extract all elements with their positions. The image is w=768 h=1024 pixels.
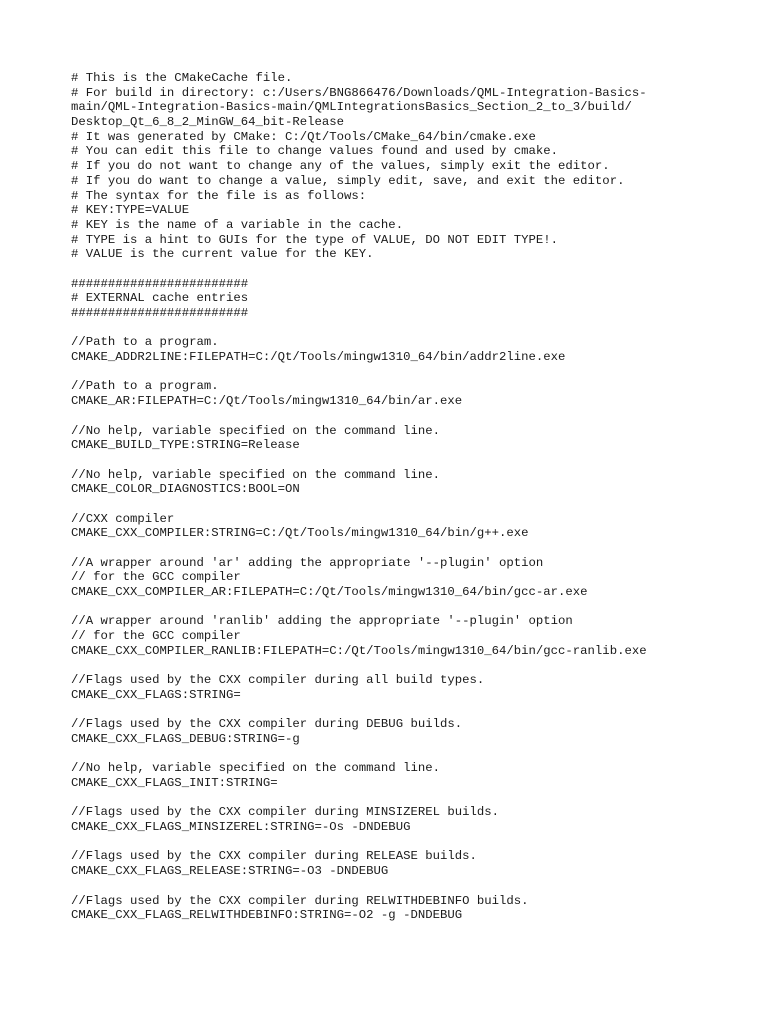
blank-line xyxy=(71,659,751,674)
text-line: //Flags used by the CXX compiler during MINSIZEREL builds. xyxy=(71,805,500,820)
text-line: # This is the CMakeCache file. xyxy=(71,71,293,85)
blank-line xyxy=(71,879,751,894)
text-line: //No help, variable specified on the command line. xyxy=(71,423,440,438)
text-line: //Flags used by the CXX compiler during DEBUG builds. xyxy=(71,717,463,732)
blank-line xyxy=(71,835,751,850)
blank-line xyxy=(71,703,751,718)
text-line: # The syntax for the file is as follows: xyxy=(71,188,367,203)
text-line: //A wrapper around 'ar' adding the appropriate '--plugin' option xyxy=(71,555,544,570)
blank-line xyxy=(71,409,751,424)
text-line: //Path to a program. xyxy=(71,335,219,350)
text-line: # EXTERNAL cache entries xyxy=(71,291,249,306)
text-line: //No help, variable specified on the command line. xyxy=(71,761,440,776)
text-line: # KEY:TYPE=VALUE xyxy=(71,203,190,218)
text-line: CMAKE_CXX_COMPILER_RANLIB:FILEPATH=C:/Qt/Tools/mingw1310_64/bin/gcc-ranlib.exe xyxy=(71,643,647,658)
text-line: CMAKE_CXX_FLAGS_MINSIZEREL:STRING=-Os -DNDEBUG xyxy=(71,820,411,835)
text-line: # KEY is the name of a variable in the cache. xyxy=(71,217,404,232)
text-line: //Flags used by the CXX compiler during RELEASE builds. xyxy=(71,849,477,864)
text-line: # If you do not want to change any of the values, simply exit the editor. xyxy=(71,159,610,174)
text-line: Desktop_Qt_6_8_2_MinGW_64_bit-Release xyxy=(71,115,345,130)
text-line: CMAKE_CXX_FLAGS_DEBUG:STRING=-g xyxy=(71,731,300,746)
text-line: # VALUE is the current value for the KEY. xyxy=(71,247,374,262)
text-line: CMAKE_BUILD_TYPE:STRING=Release xyxy=(71,438,300,453)
blank-line xyxy=(71,321,751,336)
text-line: # If you do want to change a value, simply edit, save, and exit the editor. xyxy=(71,173,625,188)
text-line: //Flags used by the CXX compiler during all build types. xyxy=(71,673,485,688)
document-page xyxy=(71,71,751,923)
text-line: ######################## xyxy=(71,306,249,320)
text-line: CMAKE_CXX_COMPILER:STRING=C:/Qt/Tools/mingw1310_64/bin/g++.exe xyxy=(71,526,529,541)
text-line: # For build in directory: c:/Users/BNG866476/Downloads/QML-Integration-Basics- xyxy=(71,85,647,100)
text-line: CMAKE_COLOR_DIAGNOSTICS:BOOL=ON xyxy=(71,482,300,497)
text-line: CMAKE_CXX_FLAGS_RELEASE:STRING=-O3 -DNDEBUG xyxy=(71,864,389,879)
text-line: # You can edit this file to change values found and used by cmake. xyxy=(71,144,559,159)
blank-line xyxy=(71,600,751,615)
text-line: // for the GCC compiler xyxy=(71,570,241,585)
blank-line xyxy=(71,453,751,468)
blank-line xyxy=(71,365,751,380)
blank-line xyxy=(71,497,751,512)
text-line: // for the GCC compiler xyxy=(71,629,241,644)
text-line: //CXX compiler xyxy=(71,511,175,526)
text-line: ######################## xyxy=(71,276,249,291)
text-line: //No help, variable specified on the command line. xyxy=(71,467,440,482)
text-line: CMAKE_CXX_FLAGS_RELWITHDEBINFO:STRING=-O2 -g -DNDEBUG xyxy=(71,908,463,923)
text-line: //A wrapper around 'ranlib' adding the appropriate '--plugin' option xyxy=(71,614,573,629)
text-line: //Path to a program. xyxy=(71,379,219,394)
blank-line xyxy=(71,541,751,556)
text-line: main/QML-Integration-Basics-main/QMLIntegrationsBasics_Section_2_to_3/build/ xyxy=(71,100,632,115)
text-line: //Flags used by the CXX compiler during RELWITHDEBINFO builds. xyxy=(71,893,529,908)
blank-line xyxy=(71,791,751,806)
text-line: CMAKE_ADDR2LINE:FILEPATH=C:/Qt/Tools/mingw1310_64/bin/addr2line.exe xyxy=(71,350,566,365)
text-line: CMAKE_CXX_COMPILER_AR:FILEPATH=C:/Qt/Tools/mingw1310_64/bin/gcc-ar.exe xyxy=(71,585,588,600)
blank-line xyxy=(71,262,751,277)
text-line: CMAKE_CXX_FLAGS_INIT:STRING= xyxy=(71,776,278,790)
text-line: CMAKE_AR:FILEPATH=C:/Qt/Tools/mingw1310_64/bin/ar.exe xyxy=(71,394,463,409)
blank-line xyxy=(71,747,751,762)
text-line: # TYPE is a hint to GUIs for the type of VALUE, DO NOT EDIT TYPE!. xyxy=(71,232,559,247)
text-line: # It was generated by CMake: C:/Qt/Tools/CMake_64/bin/cmake.exe xyxy=(71,129,536,144)
text-line: CMAKE_CXX_FLAGS:STRING= xyxy=(71,687,241,702)
